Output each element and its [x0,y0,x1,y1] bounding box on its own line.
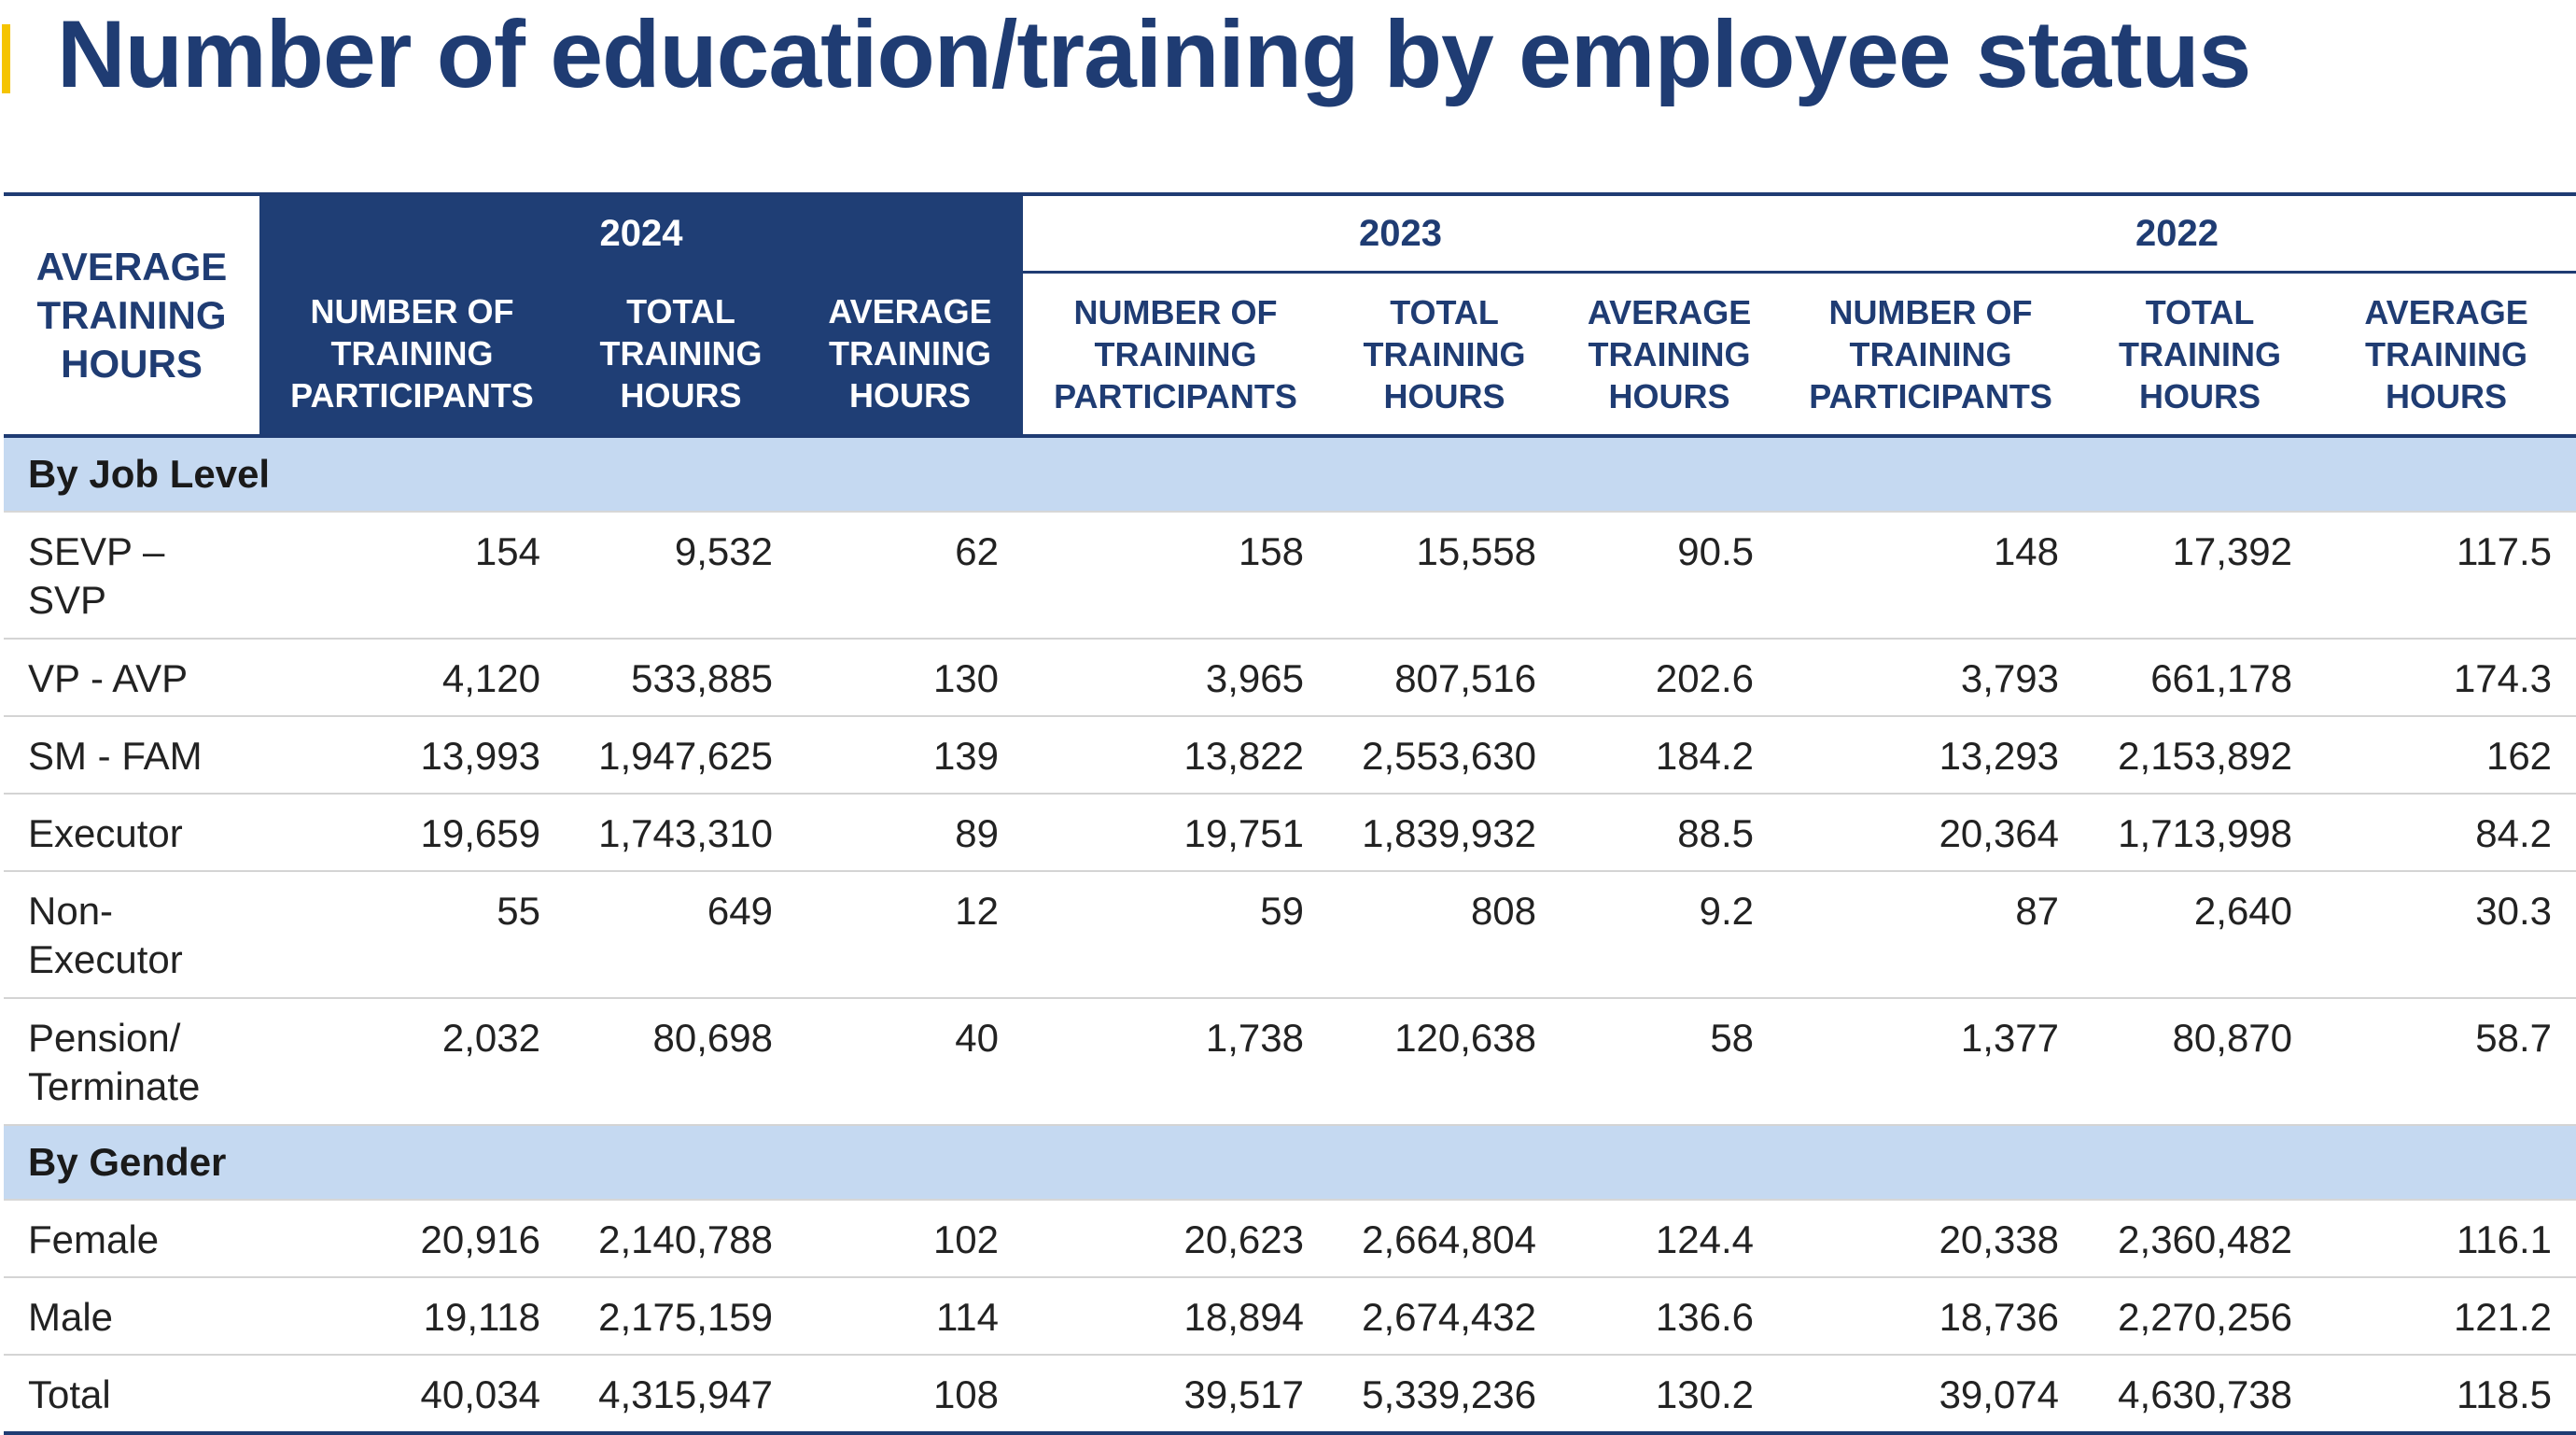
table-cell: 19,751 [1023,794,1328,871]
table-cell: 58 [1561,998,1778,1125]
row-label: Non-Executor [4,871,259,998]
table-cell: 19,659 [259,794,565,871]
table-cell: 59 [1023,871,1328,998]
table-cell: 114 [797,1277,1023,1355]
table-cell: 2,553,630 [1328,716,1561,794]
table-cell: 807,516 [1328,639,1561,716]
table-cell: 90.5 [1561,512,1778,639]
table-cell: 2,270,256 [2083,1277,2317,1355]
table-cell: 533,885 [565,639,797,716]
row-label: SEVP – SVP [4,512,259,639]
table-cell: 808 [1328,871,1561,998]
table-cell: 15,558 [1328,512,1561,639]
table-cell: 3,793 [1778,639,2083,716]
table-cell: 2,640 [2083,871,2317,998]
table-row [4,716,2576,794]
table-cell: 4,120 [259,639,565,716]
table-row [4,998,2576,1125]
table-cell: 20,623 [1023,1200,1328,1277]
section-label: By Gender [4,1125,2576,1200]
table-cell: 120,638 [1328,998,1561,1125]
table-cell: 4,630,738 [2083,1355,2317,1433]
table-cell: 148 [1778,512,2083,639]
table-cell: 20,364 [1778,794,2083,871]
table-cell: 20,916 [259,1200,565,1277]
table-cell: 40,034 [259,1355,565,1433]
col-participants-2023: NUMBER OF TRAINING PARTICIPANTS [1023,273,1328,437]
col-total-hours-2022: TOTAL TRAINING HOURS [2083,273,2317,437]
col-participants-2024: NUMBER OF TRAINING PARTICIPANTS [259,273,565,437]
table-cell: 18,736 [1778,1277,2083,1355]
table-cell: 1,947,625 [565,716,797,794]
table-cell: 13,822 [1023,716,1328,794]
table-cell: 1,713,998 [2083,794,2317,871]
table-cell: 1,839,932 [1328,794,1561,871]
col-avg-hours-2023: AVERAGE TRAINING HOURS [1561,273,1778,437]
col-total-hours-2023: TOTAL TRAINING HOURS [1328,273,1561,437]
table-cell: 124.4 [1561,1200,1778,1277]
year-header-row [4,194,2576,273]
table-cell: 17,392 [2083,512,2317,639]
table-cell: 80,870 [2083,998,2317,1125]
table-cell: 12 [797,871,1023,998]
table-row [4,1200,2576,1277]
table-cell: 39,517 [1023,1355,1328,1433]
column-header-row [4,273,2576,437]
table-cell: 108 [797,1355,1023,1433]
table-cell: 121.2 [2317,1277,2576,1355]
table-cell: 88.5 [1561,794,1778,871]
row-label: SM - FAM [4,716,259,794]
page-title: Number of education/training by employee status [57,1,2251,107]
table-cell: 18,894 [1023,1277,1328,1355]
table-cell: 2,032 [259,998,565,1125]
table-row [4,512,2576,639]
corner-header: AVERAGE TRAINING HOURS [4,194,259,436]
row-label: Female [4,1200,259,1277]
table-cell: 102 [797,1200,1023,1277]
table-row [4,1277,2576,1355]
table-cell: 1,377 [1778,998,2083,1125]
table-cell: 5,339,236 [1328,1355,1561,1433]
table-cell: 184.2 [1561,716,1778,794]
title-area [0,0,2576,131]
table-cell: 40 [797,998,1023,1125]
table-cell: 62 [797,512,1023,639]
year-header-2023: 2023 [1023,194,1778,273]
year-header-2022: 2022 [1778,194,2576,273]
table-cell: 649 [565,871,797,998]
section-row-job-level [4,436,2576,512]
training-table [4,192,2576,1435]
table-cell: 2,153,892 [2083,716,2317,794]
table-cell: 2,674,432 [1328,1277,1561,1355]
title-accent-bar [2,24,10,93]
table-cell: 80,698 [565,998,797,1125]
table-cell: 136.6 [1561,1277,1778,1355]
table-cell: 118.5 [2317,1355,2576,1433]
table-row [4,794,2576,871]
col-avg-hours-2022: AVERAGE TRAINING HOURS [2317,273,2576,437]
row-label: Executor [4,794,259,871]
table-cell: 19,118 [259,1277,565,1355]
table-cell: 130.2 [1561,1355,1778,1433]
table-cell: 58.7 [2317,998,2576,1125]
col-participants-2022: NUMBER OF TRAINING PARTICIPANTS [1778,273,2083,437]
table-cell: 130 [797,639,1023,716]
table-cell: 1,743,310 [565,794,797,871]
table-cell: 39,074 [1778,1355,2083,1433]
table-cell: 9,532 [565,512,797,639]
table-cell: 202.6 [1561,639,1778,716]
section-row-gender [4,1125,2576,1200]
table-cell: 55 [259,871,565,998]
row-label: Pension/ Terminate [4,998,259,1125]
table-cell: 9.2 [1561,871,1778,998]
row-label: VP - AVP [4,639,259,716]
table-cell: 3,965 [1023,639,1328,716]
table-cell: 2,175,159 [565,1277,797,1355]
table-cell: 174.3 [2317,639,2576,716]
section-label: By Job Level [4,436,2576,512]
table-cell: 139 [797,716,1023,794]
table-cell: 154 [259,512,565,639]
table-cell: 13,993 [259,716,565,794]
col-avg-hours-2024: AVERAGE TRAINING HOURS [797,273,1023,437]
table-cell: 2,360,482 [2083,1200,2317,1277]
table-cell: 117.5 [2317,512,2576,639]
table-cell: 661,178 [2083,639,2317,716]
table-cell: 158 [1023,512,1328,639]
table-row-total [4,1355,2576,1433]
table-cell: 116.1 [2317,1200,2576,1277]
table-cell: 2,664,804 [1328,1200,1561,1277]
table-cell: 4,315,947 [565,1355,797,1433]
table-cell: 84.2 [2317,794,2576,871]
table-cell: 1,738 [1023,998,1328,1125]
year-header-2024: 2024 [259,194,1023,273]
table-row [4,639,2576,716]
table-cell: 162 [2317,716,2576,794]
row-label: Total [4,1355,259,1433]
table-cell: 13,293 [1778,716,2083,794]
table-cell: 2,140,788 [565,1200,797,1277]
table-row [4,871,2576,998]
col-total-hours-2024: TOTAL TRAINING HOURS [565,273,797,437]
row-label: Male [4,1277,259,1355]
table-cell: 30.3 [2317,871,2576,998]
table-cell: 87 [1778,871,2083,998]
table-cell: 20,338 [1778,1200,2083,1277]
table-cell: 89 [797,794,1023,871]
